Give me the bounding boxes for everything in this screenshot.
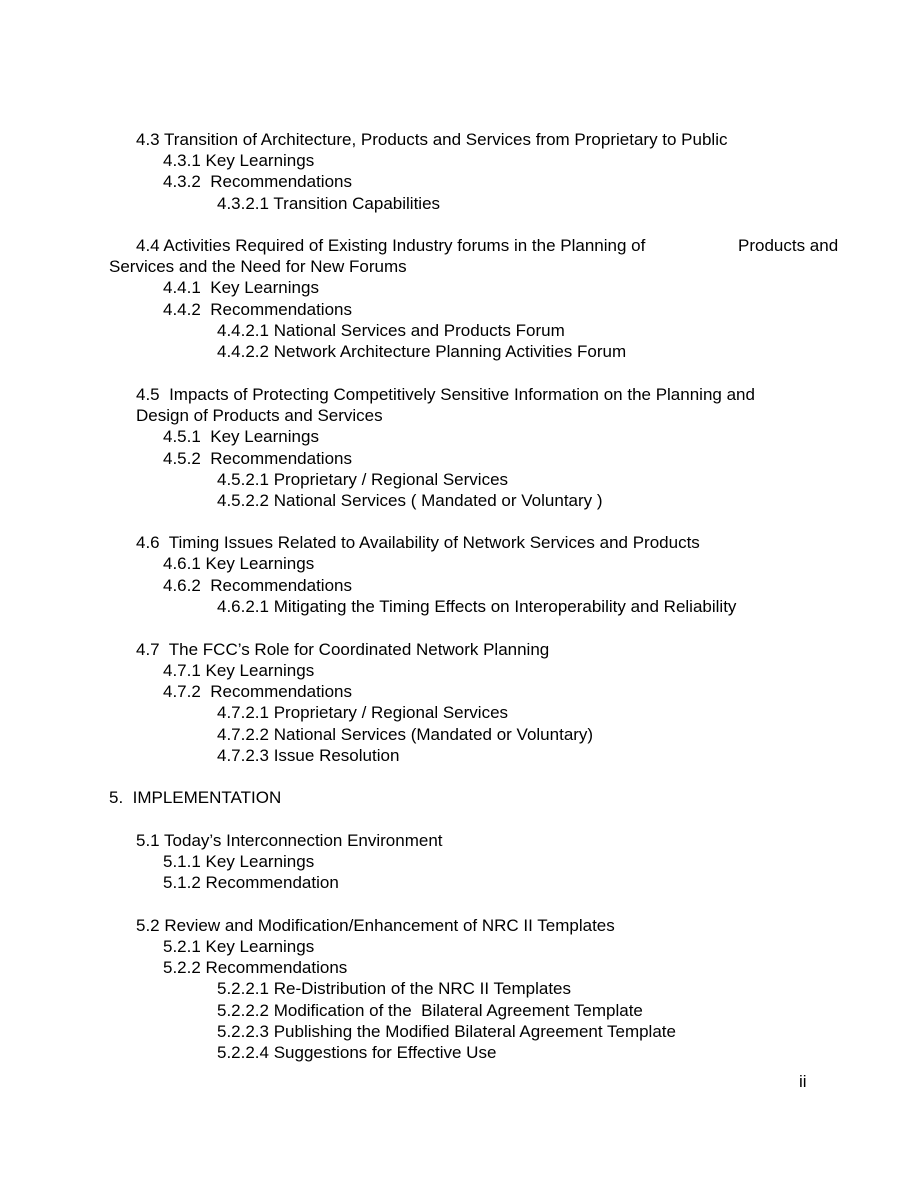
toc-entry-4-7-2: 4.7.2 Recommendations xyxy=(163,682,352,701)
toc-entry-4-3-2-1: 4.3.2.1 Transition Capabilities xyxy=(217,194,441,213)
toc-entry-4-4-2: 4.4.2 Recommendations xyxy=(163,300,352,319)
toc-entry-5: 5. IMPLEMENTATION xyxy=(109,788,282,807)
toc-entry-4-3: 4.3 Transition of Architecture, Products and Services from Proprietary to Public xyxy=(136,130,728,149)
toc-entry-4-7-2-1: 4.7.2.1 Proprietary / Regional Services xyxy=(217,703,509,722)
toc-entry-4-4-1: 4.4.1 Key Learnings xyxy=(163,278,319,297)
toc-entry-4-6-2: 4.6.2 Recommendations xyxy=(163,576,352,595)
toc-entry-4-5-2: 4.5.2 Recommendations xyxy=(163,449,352,468)
toc-entry-5-2-2: 5.2.2 Recommendations xyxy=(163,958,348,977)
toc-entry-4-7-1: 4.7.1 Key Learnings xyxy=(163,661,315,680)
toc-entry-5-1: 5.1 Today’s Interconnection Environment xyxy=(136,831,443,850)
toc-entry-4-4-title-part1: 4.4 Activities Required of Existing Industry forums in the Planning of xyxy=(136,236,646,255)
toc-entry-5-2-2-1: 5.2.2.1 Re-Distribution of the NRC II Templates xyxy=(217,979,572,998)
toc-entry-4-5-2-1: 4.5.2.1 Proprietary / Regional Services xyxy=(217,470,509,489)
toc-entry-4-3-1: 4.3.1 Key Learnings xyxy=(163,151,315,170)
page-number: ii xyxy=(799,1072,807,1091)
toc-entry-5-1-1: 5.1.1 Key Learnings xyxy=(163,852,315,871)
toc-entry-4-5-line2: Design of Products and Services xyxy=(136,406,383,425)
toc-entry-4-3-2: 4.3.2 Recommendations xyxy=(163,172,352,191)
toc-entry-4-7: 4.7 The FCC’s Role for Coordinated Network Planning xyxy=(136,640,550,659)
toc-entry-4-4-2-1: 4.4.2.1 National Services and Products Forum xyxy=(217,321,565,340)
toc-entry-4-5-1: 4.5.1 Key Learnings xyxy=(163,427,319,446)
toc-entry-4-7-2-3: 4.7.2.3 Issue Resolution xyxy=(217,746,400,765)
toc-entry-4-5-line1: 4.5 Impacts of Protecting Competitively Sensitive Information on the Planning and xyxy=(136,385,755,404)
toc-entry-5-2-2-4: 5.2.2.4 Suggestions for Effective Use xyxy=(217,1043,497,1062)
toc-entry-4-7-2-2: 4.7.2.2 National Services (Mandated or Voluntary) xyxy=(217,725,594,744)
toc-entry-4-4-title-part3: Services and the Need for New Forums xyxy=(109,257,407,276)
toc-entry-4-4-title-part2: Products and xyxy=(738,236,839,255)
toc-entry-5-2-2-2: 5.2.2.2 Modification of the Bilateral Agreement Template xyxy=(217,1001,643,1020)
toc-entry-4-6: 4.6 Timing Issues Related to Availability of Network Services and Products xyxy=(136,533,700,552)
toc-entry-5-2: 5.2 Review and Modification/Enhancement of NRC II Templates xyxy=(136,916,615,935)
toc-entry-5-2-1: 5.2.1 Key Learnings xyxy=(163,937,315,956)
toc-entry-5-1-2: 5.1.2 Recommendation xyxy=(163,873,339,892)
toc-entry-4-6-1: 4.6.1 Key Learnings xyxy=(163,554,315,573)
toc-entry-4-5-2-2: 4.5.2.2 National Services ( Mandated or Voluntary ) xyxy=(217,491,603,510)
toc-entry-5-2-2-3: 5.2.2.3 Publishing the Modified Bilateral Agreement Template xyxy=(217,1022,676,1041)
toc-entry-4-4-2-2: 4.4.2.2 Network Architecture Planning Activities Forum xyxy=(217,342,627,361)
toc-entry-4-6-2-1: 4.6.2.1 Mitigating the Timing Effects on Interoperability and Reliability xyxy=(217,597,737,616)
